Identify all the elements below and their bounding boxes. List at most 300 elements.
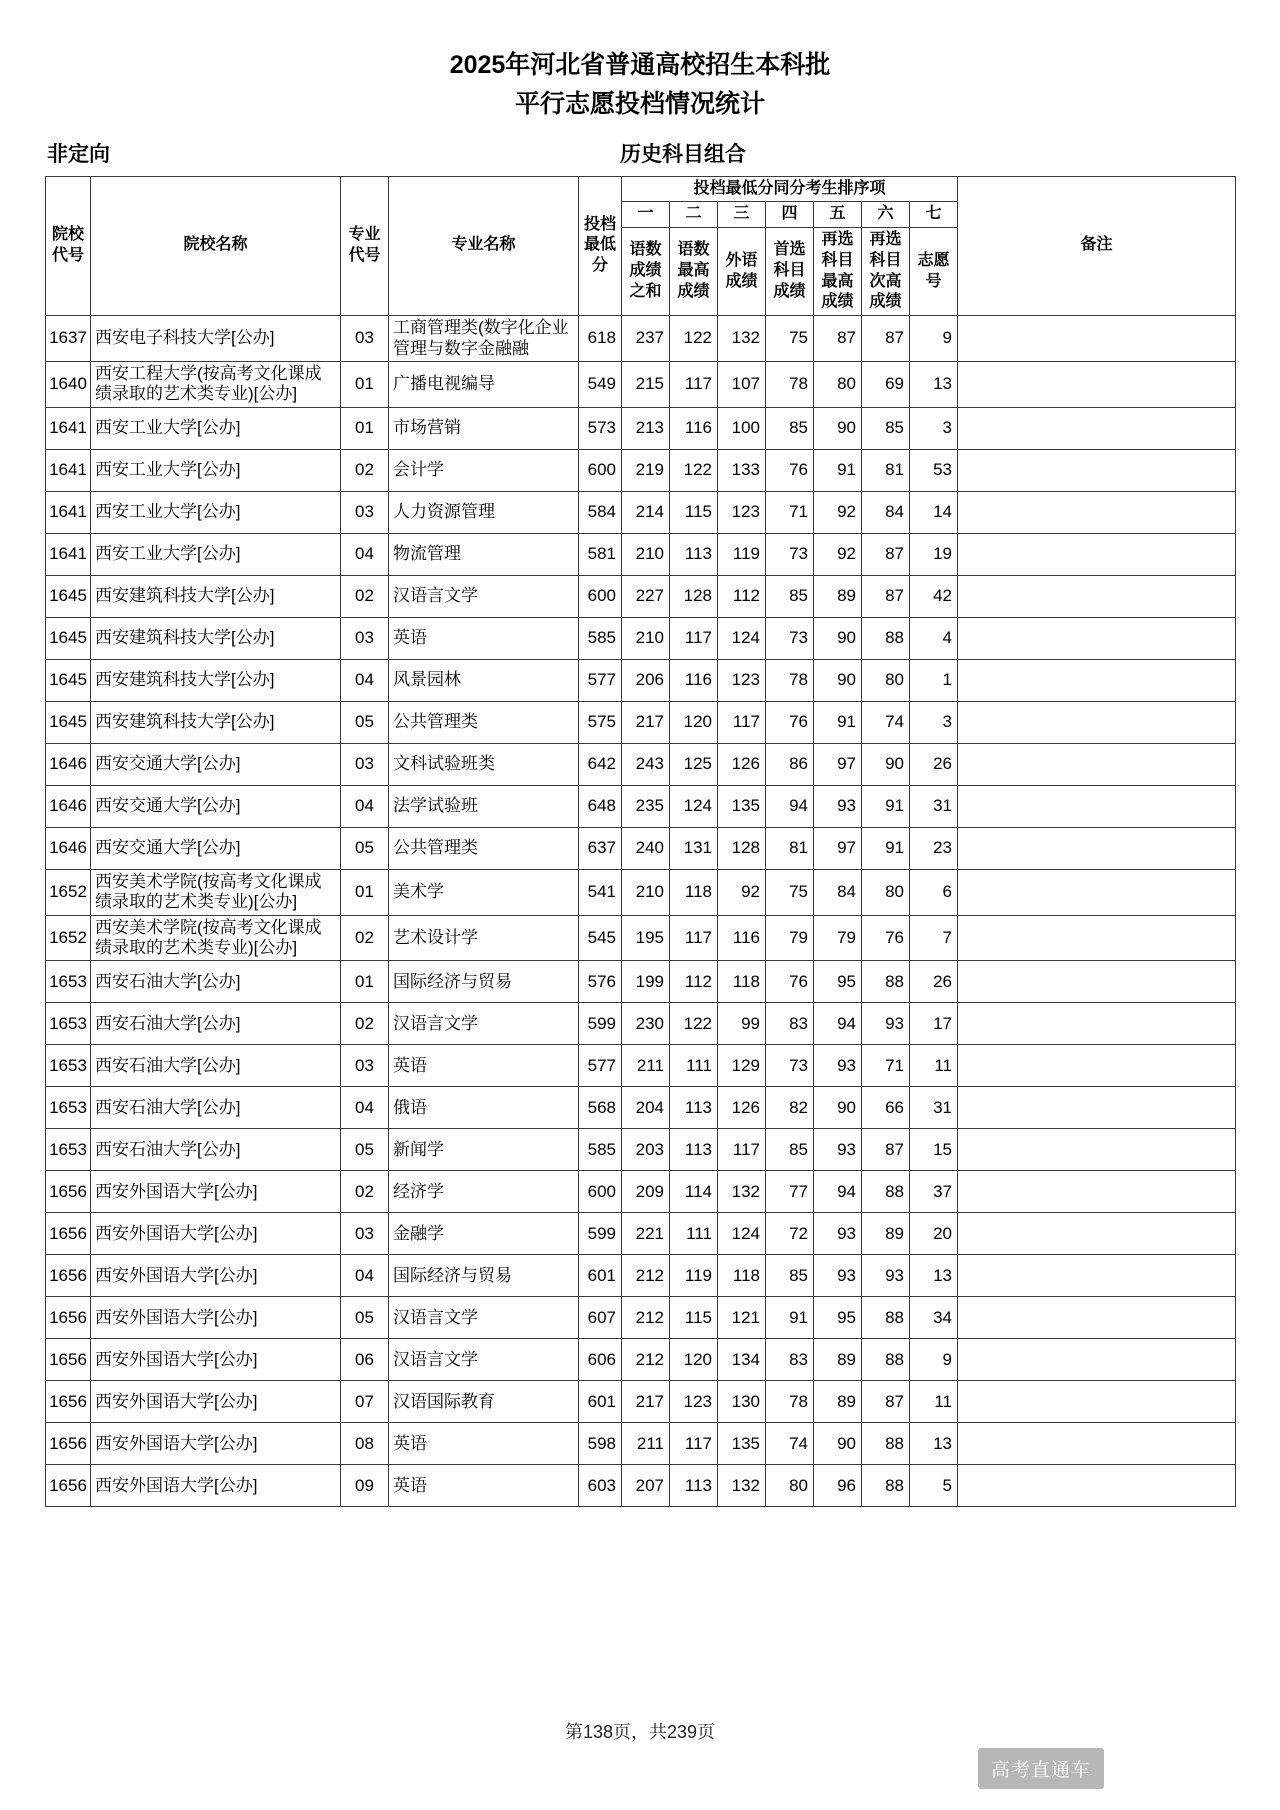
score-1-cell: 207 [622,1465,670,1507]
table-row [46,617,1236,659]
min-score-cell: 584 [579,491,622,533]
score-6-cell: 91 [862,827,910,869]
tiebreak-num-3: 三 [718,202,766,228]
score-3-cell: 132 [718,316,766,362]
score-5-cell: 91 [814,449,862,491]
college-name-cell: 西安工业大学[公办] [91,533,341,575]
college-name-cell: 西安美术学院(按高考文化课成绩录取的艺术类专业)[公办] [91,915,341,961]
min-score-cell: 618 [579,316,622,362]
major-code-cell: 04 [341,1255,389,1297]
score-3-cell: 133 [718,449,766,491]
score-5-cell: 80 [814,362,862,408]
min-score-cell: 585 [579,1129,622,1171]
min-score-cell: 606 [579,1339,622,1381]
college-name-cell: 西安石油大学[公办] [91,1045,341,1087]
score-2-cell: 123 [670,1381,718,1423]
college-code-cell: 1641 [46,407,91,449]
major-code-cell: 03 [341,316,389,362]
score-3-cell: 132 [718,1465,766,1507]
score-3-cell: 135 [718,785,766,827]
min-score-cell: 637 [579,827,622,869]
remark-cell [958,449,1236,491]
score-4-cell: 94 [766,785,814,827]
college-code-cell: 1656 [46,1423,91,1465]
score-1-cell: 203 [622,1129,670,1171]
college-code-cell: 1656 [46,1297,91,1339]
major-name-cell: 国际经济与贸易 [389,1255,579,1297]
score-7-cell: 5 [910,1465,958,1507]
major-name-cell: 会计学 [389,449,579,491]
major-name-cell: 汉语言文学 [389,1339,579,1381]
college-code-cell: 1641 [46,491,91,533]
tiebreak-num-6: 六 [862,202,910,228]
min-score-cell: 642 [579,743,622,785]
score-7-cell: 13 [910,1255,958,1297]
score-7-cell: 15 [910,1129,958,1171]
score-4-cell: 82 [766,1087,814,1129]
score-2-cell: 112 [670,961,718,1003]
score-3-cell: 99 [718,1003,766,1045]
major-code-cell: 05 [341,701,389,743]
score-4-cell: 91 [766,1297,814,1339]
college-name-cell: 西安外国语大学[公办] [91,1255,341,1297]
score-6-cell: 80 [862,869,910,915]
table-row [46,1171,1236,1213]
score-3-cell: 121 [718,1297,766,1339]
major-name-cell: 文科试验班类 [389,743,579,785]
score-7-cell: 34 [910,1297,958,1339]
score-6-cell: 88 [862,1171,910,1213]
college-code-cell: 1646 [46,785,91,827]
college-name-cell: 西安外国语大学[公办] [91,1171,341,1213]
subject-combo-label: 历史科目组合 [620,142,746,166]
score-6-cell: 66 [862,1087,910,1129]
major-name-cell: 风景园林 [389,659,579,701]
min-score-cell: 598 [579,1423,622,1465]
score-7-cell: 4 [910,617,958,659]
remark-cell [958,1255,1236,1297]
remark-cell [958,1213,1236,1255]
score-3-cell: 129 [718,1045,766,1087]
remark-cell [958,827,1236,869]
table-row [46,659,1236,701]
score-5-cell: 93 [814,1045,862,1087]
college-code-cell: 1645 [46,659,91,701]
score-7-cell: 23 [910,827,958,869]
major-name-cell: 美术学 [389,869,579,915]
score-5-cell: 92 [814,533,862,575]
score-5-cell: 96 [814,1465,862,1507]
score-7-cell: 3 [910,701,958,743]
major-code-cell: 04 [341,659,389,701]
score-2-cell: 119 [670,1255,718,1297]
major-code-cell: 06 [341,1339,389,1381]
score-4-cell: 72 [766,1213,814,1255]
score-6-cell: 88 [862,1339,910,1381]
score-7-cell: 20 [910,1213,958,1255]
major-code-cell: 03 [341,617,389,659]
major-code-cell: 02 [341,1171,389,1213]
score-3-cell: 124 [718,617,766,659]
score-5-cell: 89 [814,575,862,617]
score-4-cell: 79 [766,915,814,961]
major-name-cell: 工商管理类(数字化企业管理与数字金融融 [389,316,579,362]
admission-stats-table [45,176,1236,1508]
score-6-cell: 87 [862,1129,910,1171]
major-name-cell: 新闻学 [389,1129,579,1171]
min-score-cell: 585 [579,617,622,659]
remark-cell [958,743,1236,785]
remark-cell [958,915,1236,961]
tiebreak-num-1: 一 [622,202,670,228]
table-row [46,575,1236,617]
score-1-cell: 219 [622,449,670,491]
remark-cell [958,491,1236,533]
college-code-cell: 1653 [46,1087,91,1129]
score-5-cell: 89 [814,1381,862,1423]
score-3-cell: 126 [718,1087,766,1129]
score-7-cell: 31 [910,1087,958,1129]
college-name-cell: 西安建筑科技大学[公办] [91,617,341,659]
major-name-cell: 人力资源管理 [389,491,579,533]
college-code-cell: 1641 [46,533,91,575]
col-header-major-name: 专业名称 [389,176,579,316]
score-5-cell: 79 [814,915,862,961]
score-7-cell: 14 [910,491,958,533]
table-row [46,1255,1236,1297]
table-row [46,1003,1236,1045]
score-3-cell: 117 [718,701,766,743]
score-4-cell: 76 [766,701,814,743]
page-number: 第138页，共239页 [564,1722,716,1742]
remark-cell [958,1339,1236,1381]
major-name-cell: 英语 [389,1423,579,1465]
major-code-cell: 01 [341,407,389,449]
college-name-cell: 西安交通大学[公办] [91,743,341,785]
score-6-cell: 87 [862,1381,910,1423]
score-7-cell: 9 [910,1339,958,1381]
score-6-cell: 80 [862,659,910,701]
major-code-cell: 04 [341,533,389,575]
score-6-cell: 87 [862,533,910,575]
score-4-cell: 73 [766,617,814,659]
score-7-cell: 26 [910,743,958,785]
score-7-cell: 1 [910,659,958,701]
score-4-cell: 78 [766,659,814,701]
college-code-cell: 1645 [46,617,91,659]
score-5-cell: 87 [814,316,862,362]
major-name-cell: 汉语国际教育 [389,1381,579,1423]
major-name-cell: 汉语言文学 [389,1003,579,1045]
score-2-cell: 116 [670,659,718,701]
major-name-cell: 英语 [389,617,579,659]
table-row [46,533,1236,575]
score-6-cell: 84 [862,491,910,533]
min-score-cell: 600 [579,1171,622,1213]
table-row [46,1087,1236,1129]
table-row [46,449,1236,491]
score-4-cell: 76 [766,961,814,1003]
min-score-cell: 581 [579,533,622,575]
score-3-cell: 100 [718,407,766,449]
score-3-cell: 126 [718,743,766,785]
table-row [46,1129,1236,1171]
college-code-cell: 1656 [46,1381,91,1423]
score-2-cell: 113 [670,533,718,575]
plan-type-label: 非定向 [47,142,110,166]
major-name-cell: 法学试验班 [389,785,579,827]
score-6-cell: 88 [862,1297,910,1339]
score-2-cell: 111 [670,1045,718,1087]
college-code-cell: 1653 [46,1045,91,1087]
score-6-cell: 81 [862,449,910,491]
college-code-cell: 1645 [46,575,91,617]
college-name-cell: 西安石油大学[公办] [91,1003,341,1045]
score-5-cell: 94 [814,1003,862,1045]
major-code-cell: 05 [341,1297,389,1339]
college-code-cell: 1637 [46,316,91,362]
major-name-cell: 金融学 [389,1213,579,1255]
major-name-cell: 英语 [389,1045,579,1087]
min-score-cell: 603 [579,1465,622,1507]
score-5-cell: 90 [814,1087,862,1129]
score-2-cell: 118 [670,869,718,915]
score-2-cell: 125 [670,743,718,785]
college-code-cell: 1656 [46,1213,91,1255]
score-7-cell: 19 [910,533,958,575]
score-4-cell: 73 [766,1045,814,1087]
score-6-cell: 87 [862,316,910,362]
college-name-cell: 西安建筑科技大学[公办] [91,575,341,617]
min-score-cell: 577 [579,659,622,701]
page-title-line1: 2025年河北省普通高校招生本科批 [449,51,831,79]
college-code-cell: 1640 [46,362,91,408]
score-5-cell: 97 [814,743,862,785]
min-score-cell: 607 [579,1297,622,1339]
remark-cell [958,1003,1236,1045]
tiebreak-col-3: 外语成绩 [718,228,766,316]
score-7-cell: 17 [910,1003,958,1045]
college-code-cell: 1653 [46,1003,91,1045]
major-code-cell: 08 [341,1423,389,1465]
remark-cell [958,1381,1236,1423]
score-2-cell: 120 [670,1339,718,1381]
college-code-cell: 1656 [46,1255,91,1297]
min-score-cell: 573 [579,407,622,449]
min-score-cell: 577 [579,1045,622,1087]
score-7-cell: 26 [910,961,958,1003]
college-name-cell: 西安石油大学[公办] [91,1087,341,1129]
college-name-cell: 西安外国语大学[公办] [91,1465,341,1507]
remark-cell [958,1465,1236,1507]
score-5-cell: 95 [814,1297,862,1339]
remark-cell [958,1171,1236,1213]
score-6-cell: 93 [862,1003,910,1045]
college-name-cell: 西安工业大学[公办] [91,407,341,449]
score-1-cell: 243 [622,743,670,785]
score-3-cell: 124 [718,1213,766,1255]
college-name-cell: 西安外国语大学[公办] [91,1213,341,1255]
major-code-cell: 09 [341,1465,389,1507]
major-name-cell: 艺术设计学 [389,915,579,961]
college-name-cell: 西安外国语大学[公办] [91,1297,341,1339]
score-1-cell: 210 [622,869,670,915]
score-6-cell: 88 [862,1465,910,1507]
tiebreak-col-5: 再选科目最高成绩 [814,228,862,316]
score-3-cell: 135 [718,1423,766,1465]
college-name-cell: 西安工程大学(按高考文化课成绩录取的艺术类专业)[公办] [91,362,341,408]
score-6-cell: 85 [862,407,910,449]
college-code-cell: 1652 [46,869,91,915]
col-header-tiebreak-group: 投档最低分同分考生排序项 [622,176,958,202]
min-score-cell: 541 [579,869,622,915]
score-4-cell: 80 [766,1465,814,1507]
tiebreak-num-7: 七 [910,202,958,228]
min-score-cell: 600 [579,575,622,617]
college-code-cell: 1645 [46,701,91,743]
score-4-cell: 75 [766,869,814,915]
min-score-cell: 648 [579,785,622,827]
score-2-cell: 122 [670,449,718,491]
min-score-cell: 549 [579,362,622,408]
remark-cell [958,575,1236,617]
score-7-cell: 9 [910,316,958,362]
major-name-cell: 英语 [389,1465,579,1507]
remark-cell [958,701,1236,743]
score-5-cell: 94 [814,1171,862,1213]
score-2-cell: 115 [670,1297,718,1339]
major-code-cell: 04 [341,785,389,827]
min-score-cell: 575 [579,701,622,743]
score-2-cell: 117 [670,617,718,659]
score-4-cell: 81 [766,827,814,869]
col-header-college-code: 院校代号 [46,176,91,316]
table-row [46,1297,1236,1339]
score-1-cell: 227 [622,575,670,617]
college-name-cell: 西安外国语大学[公办] [91,1423,341,1465]
table-row [46,827,1236,869]
major-code-cell: 03 [341,743,389,785]
score-7-cell: 42 [910,575,958,617]
score-5-cell: 97 [814,827,862,869]
major-code-cell: 05 [341,827,389,869]
min-score-cell: 601 [579,1255,622,1297]
major-name-cell: 国际经济与贸易 [389,961,579,1003]
college-name-cell: 西安交通大学[公办] [91,785,341,827]
score-1-cell: 211 [622,1423,670,1465]
score-1-cell: 199 [622,961,670,1003]
min-score-cell: 545 [579,915,622,961]
score-7-cell: 6 [910,869,958,915]
score-4-cell: 78 [766,1381,814,1423]
table-row [46,869,1236,915]
remark-cell [958,1087,1236,1129]
college-name-cell: 西安电子科技大学[公办] [91,316,341,362]
major-name-cell: 汉语言文学 [389,575,579,617]
score-7-cell: 3 [910,407,958,449]
score-2-cell: 117 [670,362,718,408]
table-row [46,491,1236,533]
score-2-cell: 111 [670,1213,718,1255]
score-6-cell: 88 [862,617,910,659]
college-code-cell: 1646 [46,743,91,785]
score-2-cell: 122 [670,1003,718,1045]
remark-cell [958,533,1236,575]
score-7-cell: 53 [910,449,958,491]
score-3-cell: 123 [718,491,766,533]
min-score-cell: 601 [579,1381,622,1423]
major-name-cell: 公共管理类 [389,827,579,869]
table-row [46,1045,1236,1087]
table-row [46,407,1236,449]
table-row [46,961,1236,1003]
major-name-cell: 公共管理类 [389,701,579,743]
remark-cell [958,961,1236,1003]
table-row [46,1423,1236,1465]
major-name-cell: 俄语 [389,1087,579,1129]
college-name-cell: 西安建筑科技大学[公办] [91,659,341,701]
score-3-cell: 117 [718,1129,766,1171]
score-6-cell: 69 [862,362,910,408]
college-code-cell: 1652 [46,915,91,961]
score-1-cell: 206 [622,659,670,701]
col-header-college-name: 院校名称 [91,176,341,316]
table-row [46,316,1236,362]
college-name-cell: 西安交通大学[公办] [91,827,341,869]
score-2-cell: 131 [670,827,718,869]
score-1-cell: 212 [622,1339,670,1381]
score-1-cell: 212 [622,1297,670,1339]
college-code-cell: 1656 [46,1171,91,1213]
score-3-cell: 132 [718,1171,766,1213]
score-5-cell: 93 [814,1213,862,1255]
score-5-cell: 93 [814,1129,862,1171]
score-5-cell: 90 [814,659,862,701]
score-6-cell: 93 [862,1255,910,1297]
score-2-cell: 116 [670,407,718,449]
score-5-cell: 93 [814,1255,862,1297]
document-header [0,0,1280,124]
score-1-cell: 210 [622,617,670,659]
major-code-cell: 01 [341,362,389,408]
major-name-cell: 汉语言文学 [389,1297,579,1339]
score-5-cell: 90 [814,407,862,449]
remark-cell [958,659,1236,701]
score-1-cell: 237 [622,316,670,362]
table-row [46,915,1236,961]
score-4-cell: 85 [766,1129,814,1171]
table-row [46,1381,1236,1423]
major-name-cell: 市场营销 [389,407,579,449]
college-name-cell: 西安外国语大学[公办] [91,1381,341,1423]
remark-cell [958,869,1236,915]
major-code-cell: 05 [341,1129,389,1171]
score-1-cell: 213 [622,407,670,449]
major-code-cell: 02 [341,575,389,617]
score-1-cell: 217 [622,1381,670,1423]
tiebreak-num-5: 五 [814,202,862,228]
score-7-cell: 13 [910,1423,958,1465]
remark-cell [958,617,1236,659]
score-4-cell: 76 [766,449,814,491]
college-name-cell: 西安建筑科技大学[公办] [91,701,341,743]
score-2-cell: 113 [670,1087,718,1129]
remark-cell [958,1129,1236,1171]
score-7-cell: 7 [910,915,958,961]
score-1-cell: 240 [622,827,670,869]
col-header-min-score: 投档最低分 [579,176,622,316]
remark-cell [958,407,1236,449]
